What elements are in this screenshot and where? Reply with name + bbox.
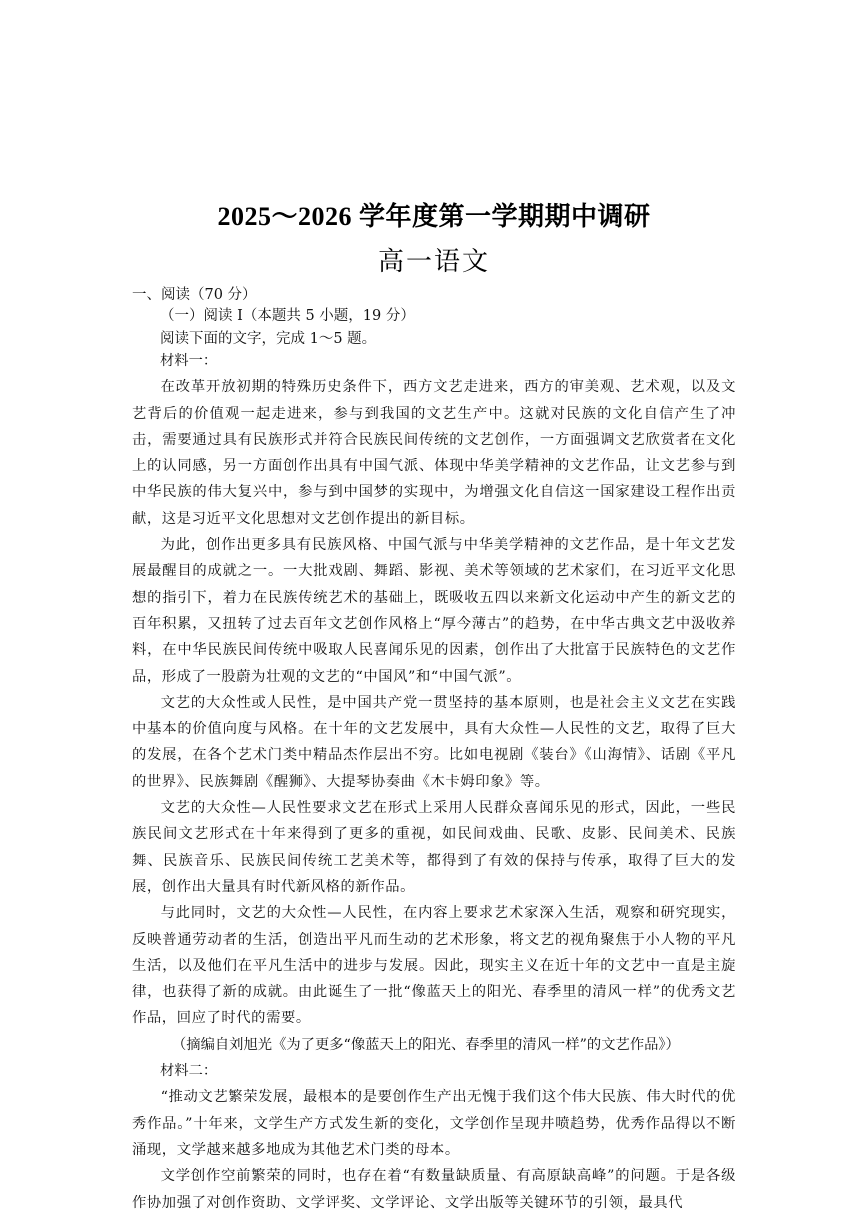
instruction-text: 阅读下面的文字，完成 1～5 题。 bbox=[160, 331, 377, 347]
material-one-block bbox=[132, 348, 736, 1216]
material-one-paragraph: 文艺的大众性或人民性，是中国共产党一贯坚持的基本原则，也是社会主义文艺在实践中基本的价值向度与风格。在十年的文艺发展中，具有大众性—人民性的文艺，取得了巨大的发展，在各个艺术门类中精品杰作层出不穷。比如电视剧《装台》《山海情》、话剧《平凡的世界》、民族舞剧《醒狮》、大提琴协奏曲《木卡姆印象》等。 bbox=[132, 694, 736, 790]
exam-title: 2025～2026 学年度第一学期期中调研 bbox=[217, 202, 651, 231]
material-one-paragraph: 与此同时，文艺的大众性—人民性，在内容上要求艺术家深入生活，观察和研究现实，反映普通劳动者的生活，创造出平凡而生动的艺术形象，将文艺的视角聚焦于小人物的平凡生活，以及他们在平凡生活中的进步与发展。因此，现实主义在近十年的文艺中一直是主旋律，也获得了新的成就。由此诞生了一批“像蓝天上的阳光、春季里的清风一样”的优秀文艺作品，回应了时代的需要。 bbox=[132, 905, 736, 1027]
material-one-label: 材料一： bbox=[160, 353, 218, 369]
material-one-paragraph: 在改革开放初期的特殊历史条件下，西方文艺走进来，西方的审美观、艺术观，以及文艺背后的价值观一起走进来，参与到我国的文艺生产中。这就对民族的文化自信产生了冲击，需要通过具有民族形式并符合民族民间传统的文艺创作，一方面强调文艺欣赏者在文化上的认同感，另一方面创作出具有中国气派、体现中华美学精神的文艺作品，让文艺参与到中华民族的伟大复兴中，参与到中国梦的实现中，为增强文化自信这一国家建设工程作出贡献，这是习近平文化思想对文艺创作提出的新目标。 bbox=[132, 379, 736, 527]
material-two-paragraph: “推动文艺繁荣发展，最根本的是要创作生产出无愧于我们这个伟大民族、伟大时代的优秀作品。”十年来，文学生产方式发生新的变化，文学创作呈现井喷趋势，优秀作品得以不断涌现，文学越来越多地成为其他艺术门类的母本。 bbox=[132, 1089, 736, 1158]
material-two-paragraph: 文学创作空前繁荣的同时，也存在着“有数量缺质量、有高原缺高峰”的问题。于是各级作协加强了对创作资助、文学评奖、文学评论、文学出版等关键环节的引领，最具代 bbox=[132, 1168, 736, 1211]
material-two-label: 材料二： bbox=[160, 1063, 218, 1080]
material-one-paragraph: 为此，创作出更多具有民族风格、中国气派与中华美学精神的文艺作品，是十年文艺发展最醒目的成就之一。一大批戏剧、舞蹈、影视、美术等领域的艺术家们，在习近平文化思想的指引下，着力在民族传统艺术的基础上，既吸收五四以来新文化运动中产生的新文艺的百年积累，又扭转了过去百年文艺创作风格上“厚今薄古”的趋势，在中华古典文艺中汲收养料，在中华民族民间传统中吸取人民喜闻乐见的因素，创作出了大批富于民族特色的文艺作品，形成了一股蔚为壮观的文艺的“中国风”和“中国气派”。 bbox=[132, 537, 736, 685]
material-one-paragraph: 文艺的大众性—人民性要求文艺在形式上采用人民群众喜闻乐见的形式，因此，一些民族民间文艺形式在十年来得到了更多的重视，如民间戏曲、民歌、皮影、民间美术、民族舞、民族音乐、民族民间传统工艺美术等，都得到了有效的保持与传承，取得了巨大的发展，创作出大量具有时代新风格的新作品。 bbox=[132, 800, 736, 895]
subject-title: 高一语文 bbox=[377, 247, 490, 276]
section-one-heading: 一、阅读（70 分） bbox=[132, 287, 257, 303]
part-one-heading: （一）阅读 I（本题共 5 小题，19 分） bbox=[160, 308, 415, 324]
material-one-source: （摘编自刘旭光《为了更多“像蓝天上的阳光、春季里的清风一样”的文艺作品》） bbox=[172, 1036, 680, 1053]
